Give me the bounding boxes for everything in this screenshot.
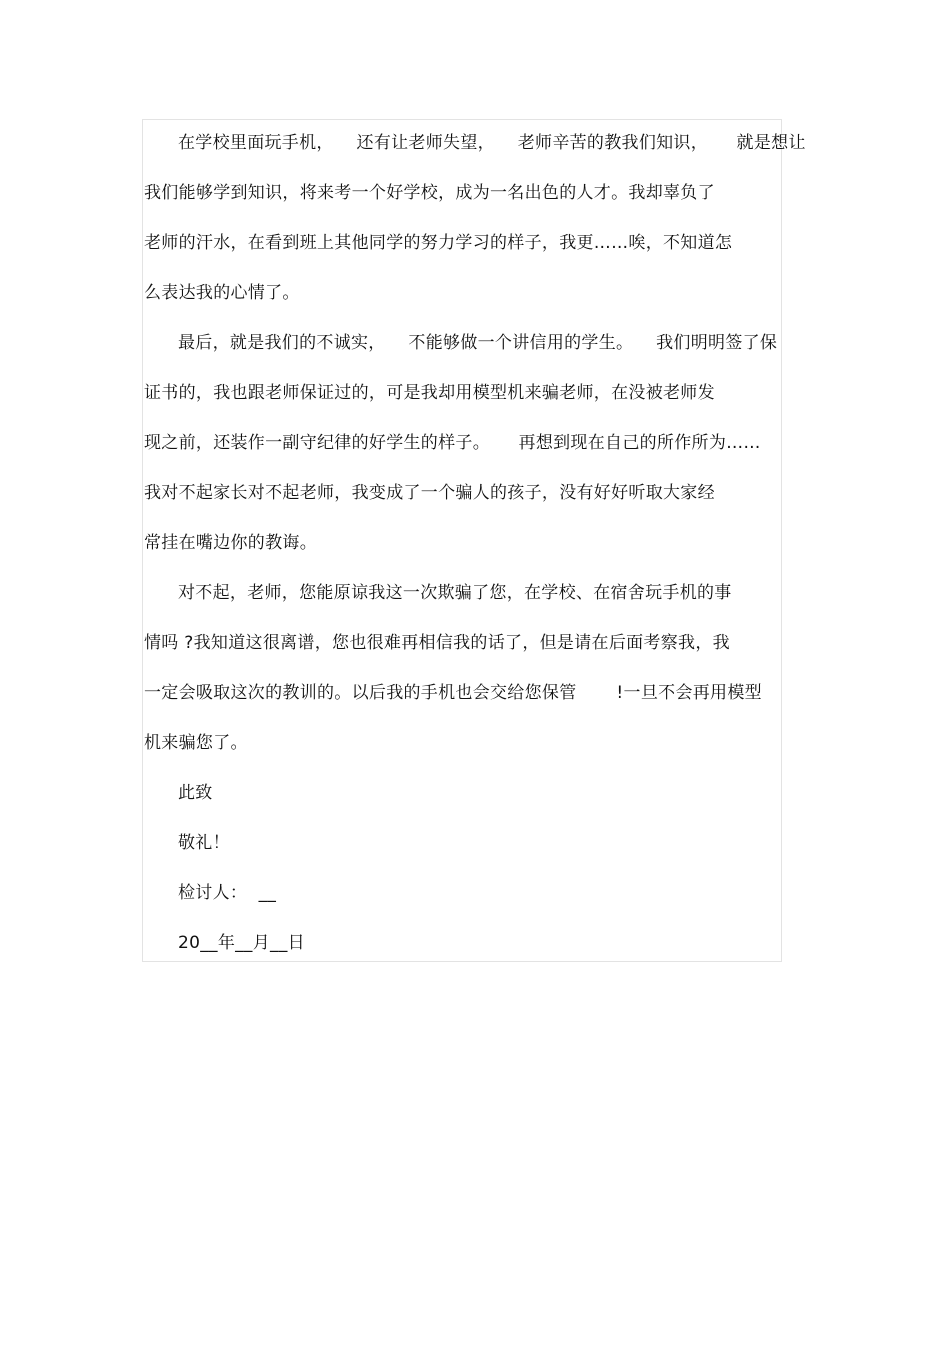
paragraph-3-line-4: 机来骗您了。 [144, 733, 248, 753]
paragraph-1-line-1: 在学校里面玩手机， 还有让老师失望， 老师辛苦的教我们知识， 就是想让 [178, 133, 806, 153]
paragraph-1-line-4: 么表达我的心情了。 [144, 283, 300, 303]
salute-line: 敬礼！ [178, 833, 230, 853]
signature-line: 检讨人： __ [178, 883, 277, 903]
paragraph-1-line-2: 我们能够学到知识，将来考一个好学校，成为一名出色的人才。我却辜负了 [144, 183, 715, 203]
paragraph-2-line-5: 常挂在嘴边你的教诲。 [144, 533, 317, 553]
paragraph-3-line-1: 对不起，老师，您能原谅我这一次欺骗了您，在学校、在宿舍玩手机的事 [178, 583, 732, 603]
paragraph-2-line-2: 证书的，我也跟老师保证过的，可是我却用模型机来骗老师，在没被老师发 [144, 383, 715, 403]
paragraph-2-line-1: 最后，就是我们的不诚实， 不能够做一个讲信用的学生。 我们明明签了保 [178, 333, 778, 353]
paragraph-1-line-3: 老师的汗水，在看到班上其他同学的努力学习的样子，我更……唉，不知道怎 [144, 233, 733, 253]
paragraph-2-line-4: 我对不起家长对不起老师，我变成了一个骗人的孩子，没有好好听取大家经 [144, 483, 715, 503]
paragraph-3-line-2: 情吗 ?我知道这很离谱，您也很难再相信我的话了，但是请在后面考察我，我 [144, 633, 730, 653]
date-line: 20__年__月__日 [178, 933, 305, 953]
paragraph-2-line-3: 现之前，还装作一副守纪律的好学生的样子。 再想到现在自己的所作所为…… [144, 433, 761, 453]
closing-line: 此致 [178, 783, 213, 803]
paragraph-3-line-3: 一定会吸取这次的教训的。以后我的手机也会交给您保管 !一旦不会再用模型 [144, 683, 762, 703]
